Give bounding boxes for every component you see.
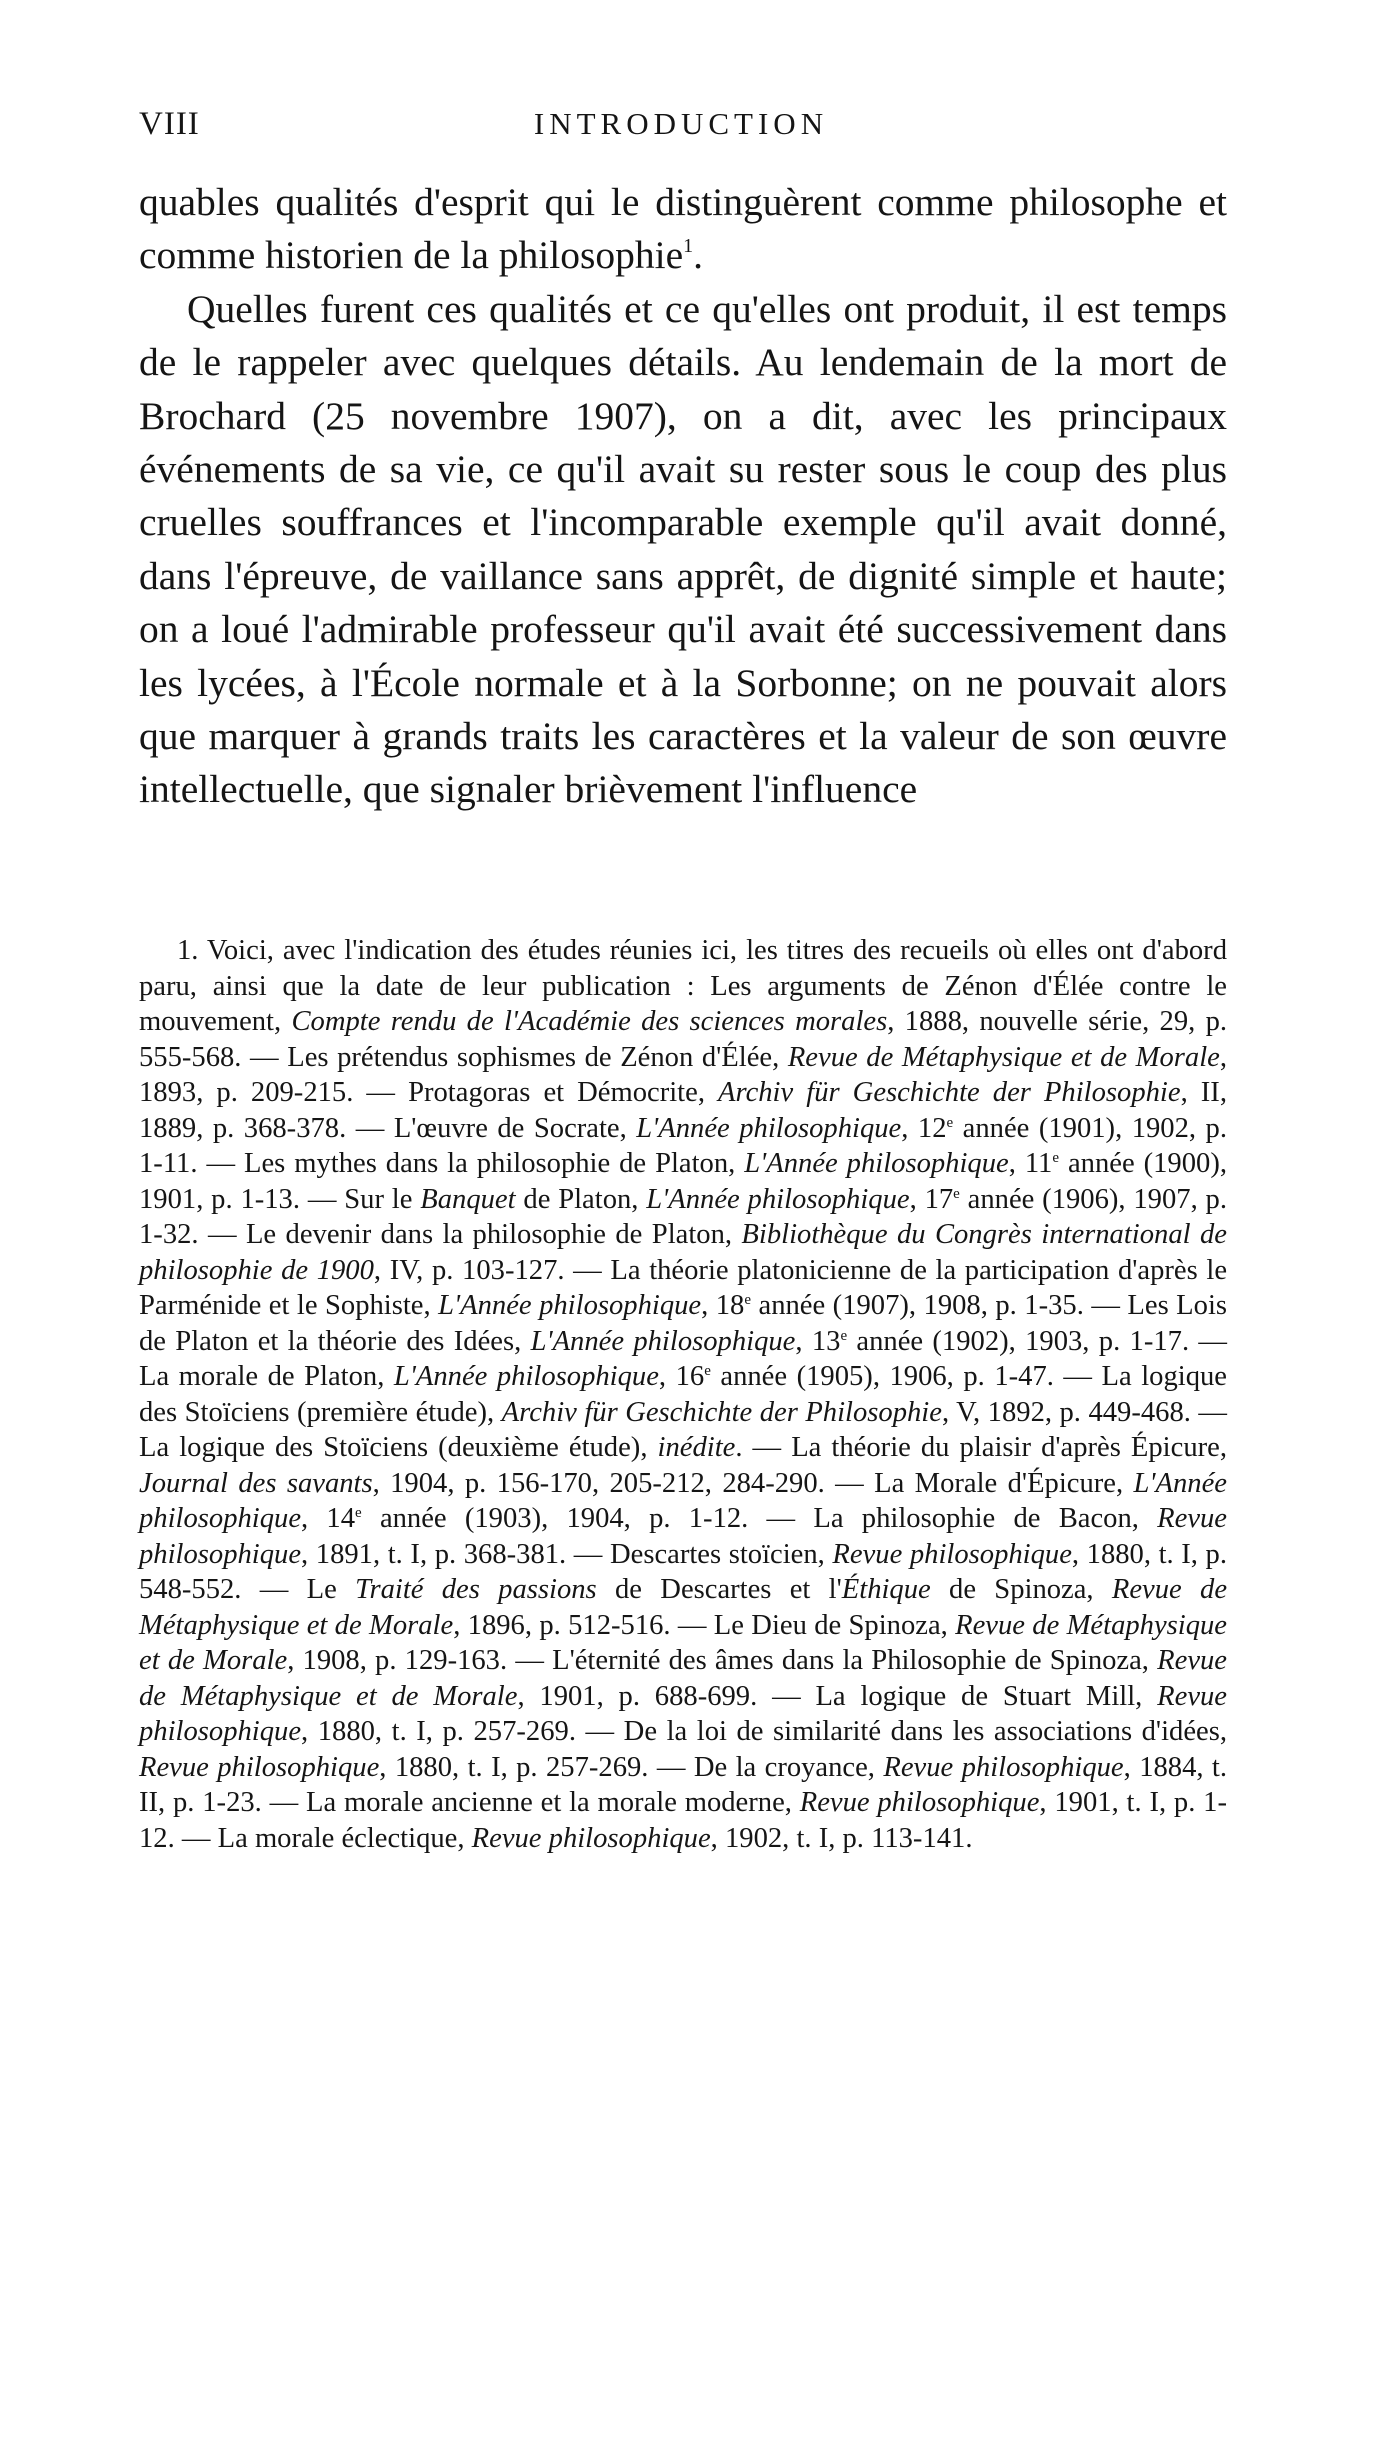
italic-title: Journal des savants (139, 1467, 373, 1499)
footnote-text-segment: de Platon, (515, 1183, 647, 1215)
footnote-reference[interactable]: 1 (683, 235, 694, 258)
footnote-text-segment: année (1907), 1908, p. 1-35. — Les Lois de Platon et la théorie des Idées, (139, 1290, 1228, 1357)
paragraph-2: Quelles furent ces qualités et ce qu'elles ont produit, il est temps de le rappeler avec quelques détails. Au lendemain de la mort de Brochard (25 novembre 1907), on a dit, avec les principaux événements de sa vie, ce qu'il avait su rester sous le coup des plus cruelles souffrances et l'incomparable exemple qu'il avait donné, dans l'épreuve, de vaillance sans apprêt, de dignité simple et haute; on a loué l'admirable professeur qu'il avait été successivement dans les lycées, à l'École normale et à la Sorbonne; on ne pouvait alors que marquer à grands traits les caractères et la valeur de son œuvre intellectuelle, que signaler brièvement l'influence (139, 286, 1227, 812)
footnote-text-segment: , 1901, p. 688-699. — La logique de Stuart Mill, (517, 1680, 1158, 1712)
italic-title: L'Année philosophique (139, 1467, 1227, 1534)
footnote-text-segment: , 1908, p. 129-163. — L'éternité des âmes dans la Philosophie de Spinoza, (287, 1645, 1158, 1676)
footnote-text-segment: , 14 (301, 1503, 356, 1534)
ordinal-superscript: e (355, 1505, 362, 1521)
footnote-text-segment: , 1880, t. I, p. 257-269. — De la croyance, (379, 1751, 884, 1783)
running-title: INTRODUCTION (533, 106, 829, 141)
ordinal-superscript: e (744, 1292, 752, 1308)
italic-title: Banquet (420, 1183, 516, 1215)
footnote-text-segment: , IV, p. 103-127. — La théorie platonicienne de la participation d'après le Parménide et le Sophiste, (139, 1254, 1228, 1321)
paragraph-1-end: . (693, 233, 703, 278)
italic-title: Revue philosophique (832, 1538, 1072, 1570)
paragraph-continued (139, 176, 1227, 283)
page-number: VIII (139, 106, 200, 142)
italic-title: Revue philosophique (139, 1751, 380, 1783)
ordinal-superscript: e (704, 1363, 711, 1379)
footnote-text-segment: année (1901), 1902, p. 1-11. — Les mythes dans la philosophie de Platon, (139, 1112, 1227, 1179)
footnote-text-segment: , 1888, nouvelle série, 29, p. 555-568. — Les prétendus sophismes de Zénon d'Élée, (139, 1006, 1228, 1073)
italic-title: Revue philosophique (799, 1787, 1040, 1818)
footnote-text-segment: , 1880, t. I, p. 548-552. — Le (139, 1538, 1227, 1605)
footnote-text-segment: , 1901, t. I, p. 1-12. — La morale éclectique, (139, 1787, 1227, 1854)
italic-title: Revue de Métaphysique et de Morale (787, 1041, 1220, 1073)
italic-title: Éthique (841, 1574, 931, 1605)
footnote-text-segment: , 16 (658, 1361, 705, 1392)
footnote-text-segment: , 1896, p. 512-516. — Le Dieu de Spinoza, (453, 1609, 956, 1641)
body-text (139, 176, 1227, 817)
footnote-text-segment: , 1884, t. II, p. 1-23. — La morale ancienne et la morale moderne, (139, 1751, 1228, 1818)
footnote-text-segment: , 1880, t. I, p. 257-269. — De la loi de similarité dans les associations d'idées, (301, 1716, 1227, 1747)
footnote-text-segment: , 17 (909, 1183, 954, 1215)
italic-title: Revue de Métaphysique et de Morale (139, 1574, 1228, 1641)
footnote-text-segment: année (1902), 1903, p. 1-17. — La morale de Platon, (139, 1325, 1228, 1392)
ordinal-superscript: e (840, 1327, 848, 1344)
italic-title: L'Année philosophique (530, 1325, 796, 1357)
italic-title: Revue philosophique (139, 1680, 1227, 1747)
italic-title: Compte rendu de l'Académie des sciences morales (291, 1006, 888, 1037)
footnote-text-segment: année (1900), 1901, p. 1-13. — Sur le (139, 1148, 1227, 1215)
italic-title: L'Année philosophique (744, 1148, 1009, 1179)
footnote-text-segment: , II, 1889, p. 368-378. — L'œuvre de Socrate, (139, 1077, 1227, 1144)
footnote-1 (139, 933, 1227, 1856)
footnote-text-segment: . — La théorie du plaisir d'après Épicure, (735, 1432, 1227, 1463)
footnote-text-segment: , V, 1892, p. 449-468. — La logique des Stoïciens (deuxième étude), (139, 1396, 1227, 1463)
footnote-text-segment: de Descartes et l' (596, 1574, 842, 1605)
footnote-text-segment: , 11 (1008, 1148, 1053, 1179)
italic-title: Revue de Métaphysique et de Morale (139, 1645, 1227, 1712)
italic-title: Revue philosophique (139, 1503, 1227, 1570)
footnote-text-segment: , 1902, t. I, p. 113-141. (710, 1822, 973, 1854)
footnote-text-segment: , 12 (901, 1112, 947, 1144)
ordinal-superscript: e (953, 1185, 960, 1202)
footnote-text-segment: , 1904, p. 156-170, 205-212, 284-290. — La Morale d'Épicure, (372, 1467, 1134, 1499)
italic-title: Bibliothèque du Congrès international de philosophie de 1900 (139, 1219, 1227, 1286)
italic-title: Revue de Métaphysique et de Morale (139, 1609, 1228, 1676)
footnote-text-segment: de Spinoza, (930, 1574, 1112, 1605)
italic-title: Revue philosophique (471, 1822, 711, 1854)
footnote-text-segment: année (1906), 1907, p. 1-32. — Le devenir dans la philosophie de Platon, (139, 1183, 1227, 1250)
italic-title: Archiv für Geschichte der Philosophie (718, 1077, 1181, 1108)
footnote-text-segment: Voici, avec l'indication des études réunies ici, les titres des recueils où elles ont d'abord paru, ainsi que la date de leur publication : Les arguments de Zénon d'Élée contre le mouvement, (139, 935, 1227, 1037)
ordinal-superscript: e (1052, 1150, 1060, 1166)
footnote-text-segment: , 1891, t. I, p. 368-381. — Descartes stoïcien, (301, 1538, 833, 1570)
footnote-text-segment: , 18 (701, 1290, 745, 1321)
ordinal-superscript: e (946, 1114, 954, 1131)
footnotes (139, 933, 1227, 1856)
footnote-text-segment: , 13 (795, 1325, 841, 1357)
footnote-text-segment: , 1893, p. 209-215. — Protagoras et Démocrite, (139, 1041, 1227, 1108)
italic-title: L'Année philosophique (636, 1112, 902, 1144)
footnote-text-segment: année (1903), 1904, p. 1-12. — La philosophie de Bacon, (361, 1503, 1158, 1534)
italic-title: L'Année philosophique (393, 1361, 659, 1392)
italic-title: inédite (657, 1432, 736, 1463)
italic-title: Archiv für Geschichte der Philosophie (501, 1396, 942, 1428)
footnote-marker: 1. (177, 935, 199, 966)
footnote-body (139, 935, 1227, 1854)
footnote-text-segment: année (1905), 1906, p. 1-47. — La logique des Stoïciens (première étude), (139, 1361, 1227, 1428)
italic-title: L'Année philosophique (438, 1290, 702, 1321)
paragraph-1-text: quables qualités d'esprit qui le distinguèrent comme philosophe et comme historien de la philosophie (139, 180, 1227, 278)
italic-title: L'Année philosophique (646, 1183, 910, 1215)
italic-title: Revue philosophique (883, 1751, 1124, 1783)
running-header (139, 106, 1223, 146)
italic-title: Traité des passions (355, 1574, 597, 1605)
